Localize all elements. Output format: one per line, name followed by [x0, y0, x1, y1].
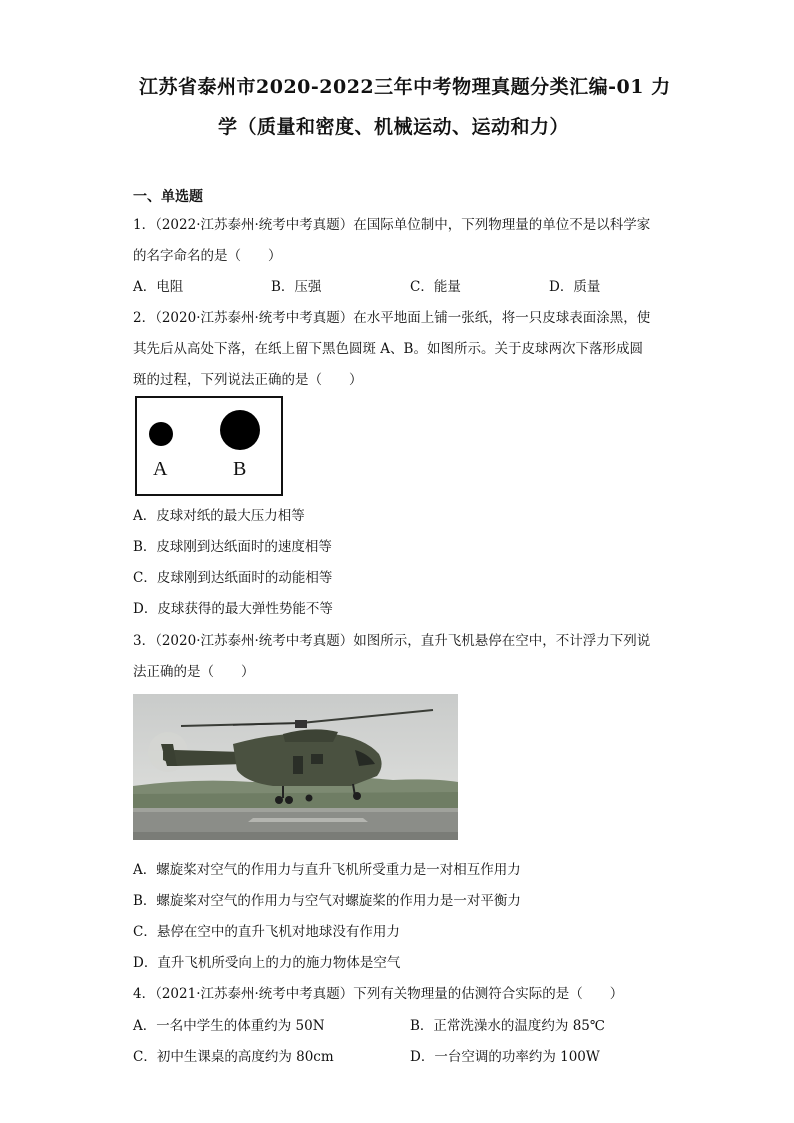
- q3-line-1: 3．（2020·江苏泰州·统考中考真题）如图所示，直升飞机悬停在空中，不计浮力下列说: [133, 633, 651, 649]
- q2-option-a: A．皮球对纸的最大压力相等: [133, 508, 305, 524]
- q1-option-b: B．压强: [271, 279, 322, 295]
- helicopter-photo: [133, 694, 458, 840]
- section-heading: 一、单选题: [133, 189, 203, 205]
- q4-option-b: B．正常洗澡水的温度约为 85℃: [410, 1018, 605, 1034]
- q3-option-a: A．螺旋桨对空气的作用力与直升飞机所受重力是一对相互作用力: [133, 862, 521, 878]
- q1-option-c: C．能量: [410, 279, 461, 295]
- q4-line-1: 4．（2021·江苏泰州·统考中考真题）下列有关物理量的估测符合实际的是（ ）: [133, 986, 624, 1002]
- spot-a-label: A: [153, 458, 168, 480]
- q2-line-3: 斑的过程，下列说法正确的是（ ）: [133, 372, 363, 388]
- q3-option-b: B．螺旋桨对空气的作用力与空气对螺旋桨的作用力是一对平衡力: [133, 893, 521, 909]
- q1-option-d: D．质量: [549, 279, 601, 295]
- q1-line-1: 1．（2022·江苏泰州·统考中考真题）在国际单位制中，下列物理量的单位不是以科学家: [133, 217, 651, 233]
- spot-b: [220, 410, 260, 450]
- q3-option-d: D．直升飞机所受向上的力的施力物体是空气: [133, 955, 401, 971]
- spot-b-label: B: [233, 458, 247, 480]
- spot-a: [149, 422, 173, 446]
- q2-option-b: B．皮球刚到达纸面时的速度相等: [133, 539, 332, 555]
- q2-option-d: D．皮球获得的最大弹性势能不等: [133, 601, 333, 617]
- q2-figure: [135, 396, 283, 496]
- title-line-1: 江苏省泰州市2020-2022三年中考物理真题分类汇编-01 力: [139, 76, 671, 98]
- q2-line-2: 其先后从高处下落，在纸上留下黑色圆斑 A、B。如图所示。关于皮球两次下落形成圆: [133, 341, 643, 357]
- q3-line-2: 法正确的是（ ）: [133, 664, 255, 680]
- q1-line-2: 的名字命名的是（ ）: [133, 248, 282, 264]
- q4-option-c: C．初中生课桌的高度约为 80cm: [133, 1049, 334, 1065]
- helicopter-image: [133, 694, 458, 840]
- q2-line-1: 2．（2020·江苏泰州·统考中考真题）在水平地面上铺一张纸，将一只皮球表面涂黑，使: [133, 310, 651, 326]
- q1-option-a: A．电阻: [133, 279, 184, 295]
- q2-option-c: C．皮球刚到达纸面时的动能相等: [133, 570, 333, 586]
- q4-option-d: D．一台空调的功率约为 100W: [410, 1049, 600, 1065]
- q4-option-a: A．一名中学生的体重约为 50N: [133, 1018, 325, 1034]
- title-line-2: 学（质量和密度、机械运动、运动和力）: [218, 116, 570, 138]
- q3-option-c: C．悬停在空中的直升飞机对地球没有作用力: [133, 924, 400, 940]
